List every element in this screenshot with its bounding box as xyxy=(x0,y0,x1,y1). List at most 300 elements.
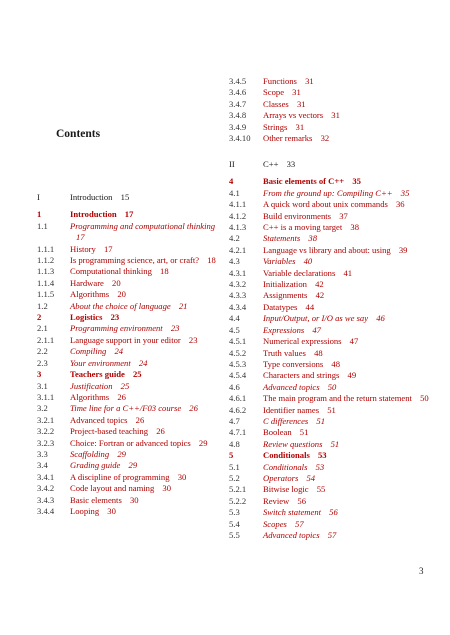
toc-entry-number: 3.1 xyxy=(37,380,48,391)
toc-entry-page: 51 xyxy=(327,404,336,415)
toc-entry-page: 29 xyxy=(198,437,208,448)
toc-entry-text: Introduction xyxy=(70,192,113,202)
toc-entry-text: Logistics xyxy=(70,312,103,323)
toc-entry[interactable] xyxy=(37,289,227,300)
toc-entry-page: 57 xyxy=(327,530,337,540)
toc-entry[interactable] xyxy=(37,335,227,346)
toc-left-column xyxy=(37,192,227,517)
toc-entry-text: Is programming science, art, or craft? xyxy=(70,255,200,266)
toc-entry-title xyxy=(70,403,227,414)
toc-entry-text: Your environment xyxy=(70,357,131,368)
toc-entry-text: Operators xyxy=(263,472,299,483)
toc-entry-page: 15 xyxy=(120,192,130,202)
toc-entry-number: 4.4 xyxy=(229,313,240,324)
toc-entry-title xyxy=(70,472,227,483)
toc-entry-title xyxy=(263,405,439,416)
toc-entry-title xyxy=(263,233,439,244)
toc-entry-title xyxy=(70,483,227,494)
toc-entry-number: 2.1 xyxy=(37,323,48,334)
toc-entry-page: 25 xyxy=(132,369,142,380)
toc-entry-title xyxy=(70,369,227,380)
toc-entry-text: C differences xyxy=(263,415,309,426)
toc-entry-page: 24 xyxy=(138,357,148,368)
toc-entry-text: Language vs library and about: using xyxy=(263,244,391,255)
toc-entry[interactable] xyxy=(37,369,227,380)
toc-entry-number: 5.5 xyxy=(229,530,240,540)
toc-entry-title xyxy=(263,519,439,530)
toc-entry-title xyxy=(263,382,439,393)
toc-entry-title xyxy=(263,256,439,267)
toc-entry[interactable] xyxy=(37,381,227,392)
toc-entry[interactable] xyxy=(229,245,439,256)
toc-entry-text: Conditionals xyxy=(263,450,310,461)
toc-entry-title xyxy=(263,110,429,121)
toc-entry-text: Justification xyxy=(70,380,113,391)
toc-entry-number: 5.2.2 xyxy=(229,495,247,506)
toc-entry-page: 23 xyxy=(110,312,120,323)
toc-entry-title xyxy=(263,359,439,370)
toc-entry-page: 35 xyxy=(400,187,410,198)
toc-entry-text: Scope xyxy=(263,87,285,98)
toc-entry-title xyxy=(70,266,227,277)
toc-entry-title xyxy=(70,460,227,471)
toc-entry-number: 3.2 xyxy=(37,403,48,414)
toc-entry-page: 35 xyxy=(352,176,361,187)
toc-entry-title xyxy=(70,192,227,203)
toc-entry-title xyxy=(70,392,227,403)
toc-entry-text: Basic elements of C++ xyxy=(263,176,345,187)
toc-entry[interactable] xyxy=(37,415,227,426)
toc-entry-text: A discipline of programming xyxy=(70,471,170,482)
toc-entry-page: 57 xyxy=(295,518,304,529)
toc-entry[interactable] xyxy=(37,506,227,517)
toc-entry-page: 56 xyxy=(329,507,338,518)
toc-entry[interactable] xyxy=(37,438,227,449)
toc-entry-number: 1.1.3 xyxy=(37,266,55,277)
toc-entry-number: 2 xyxy=(37,312,42,323)
toc-entry-page: 40 xyxy=(303,256,313,267)
toc-entry-title xyxy=(70,426,227,437)
toc-entry-number: 5.2.1 xyxy=(229,484,247,495)
toc-entry-text: Computational thinking xyxy=(70,266,152,277)
toc-entry[interactable] xyxy=(229,382,439,393)
toc-entry-number: 5.2 xyxy=(229,472,240,483)
toc-entry-text: Bitwise logic xyxy=(263,484,309,495)
toc-entry-page: 37 xyxy=(339,210,348,221)
toc-entry-page: 31 xyxy=(295,121,305,132)
toc-entry-number: 4.3 xyxy=(229,256,240,267)
toc-entry-page: 20 xyxy=(117,289,126,300)
toc-entry-page: 53 xyxy=(315,461,325,472)
toc-entry[interactable] xyxy=(229,302,439,313)
toc-entry-number: 4.1.2 xyxy=(229,210,247,221)
toc-entry-number: 5.4 xyxy=(229,518,240,529)
toc-entry-page: 17 xyxy=(124,209,134,220)
toc-entry-page: 23 xyxy=(170,323,180,334)
toc-entry-title xyxy=(263,484,439,495)
toc-entry[interactable] xyxy=(229,199,439,210)
toc-entry[interactable] xyxy=(37,244,227,255)
toc-entry-page: 41 xyxy=(343,267,353,278)
toc-entry-number: 1.1.5 xyxy=(37,289,55,300)
toc-entry-text: Identifier names xyxy=(263,404,320,415)
toc-entry[interactable] xyxy=(37,495,227,506)
toc-entry[interactable] xyxy=(229,359,439,370)
toc-entry-page: 26 xyxy=(189,403,198,414)
toc-entry[interactable] xyxy=(37,312,227,323)
toc-entry-text: Teachers guide xyxy=(70,369,125,380)
toc-entry-number: 4.1.1 xyxy=(229,199,247,210)
toc-entry-page: 21 xyxy=(178,300,188,311)
toc-entry-text: Advanced topics xyxy=(70,414,128,425)
toc-entry-page: 31 xyxy=(292,87,301,98)
toc-entry-number: 3.4.8 xyxy=(229,110,247,121)
toc-entry-text: C++ is a moving target xyxy=(263,222,343,233)
toc-entry[interactable] xyxy=(229,110,429,121)
toc-entry-text: Input/Output, or I/O as we say xyxy=(263,313,369,324)
toc-entry-text: About the choice of language xyxy=(70,300,171,311)
toc-entry-text: Other remarks xyxy=(263,133,313,144)
toc-entry[interactable] xyxy=(229,439,439,450)
toc-entry-number: 4.5.2 xyxy=(229,347,247,358)
toc-entry-page: 50 xyxy=(327,381,337,392)
toc-entry-page: 39 xyxy=(398,244,408,255)
toc-entry-title xyxy=(70,255,227,266)
toc-entry-page: 46 xyxy=(376,313,385,324)
toc-entry-text: Time line for a C++/F03 course xyxy=(70,403,182,414)
toc-entry-page: 54 xyxy=(306,472,316,483)
toc-entry-number: 4.3.4 xyxy=(229,301,247,312)
toc-entry-number: 4.8 xyxy=(229,438,240,449)
toc-entry-number: 3 xyxy=(37,369,42,380)
toc-entry-page: 38 xyxy=(308,233,317,244)
toc-entry[interactable] xyxy=(229,530,439,541)
toc-entry-number: I xyxy=(37,192,40,202)
toc-entry-text: C++ xyxy=(263,159,279,169)
toc-entry[interactable] xyxy=(229,473,439,484)
toc-entry[interactable] xyxy=(229,313,439,324)
toc-entry[interactable] xyxy=(229,370,439,381)
toc-entry-title xyxy=(263,245,439,256)
toc-entry-page: 51 xyxy=(330,438,340,449)
toc-entry[interactable] xyxy=(37,192,227,203)
toc-entry-page: 18 xyxy=(160,266,169,277)
toc-right-top-column xyxy=(229,76,429,144)
toc-entry-title xyxy=(263,99,429,110)
toc-entry-number: 4.3.3 xyxy=(229,290,247,301)
toc-entry-number: 3.1.1 xyxy=(37,391,55,402)
toc-entry-number: 5.3 xyxy=(229,507,240,518)
toc-entry-title xyxy=(70,301,227,312)
toc-entry-page: 26 xyxy=(117,391,126,402)
toc-entry-number: 4.6 xyxy=(229,381,240,392)
toc-entry-number: 5 xyxy=(229,450,234,461)
toc-entry-text: History xyxy=(70,243,96,254)
toc-entry-title xyxy=(70,495,227,506)
toc-entry[interactable] xyxy=(229,233,439,244)
toc-entry-page: 53 xyxy=(317,450,327,461)
toc-entry-number: 4.3.1 xyxy=(229,267,247,278)
toc-entry-number: 3.4.9 xyxy=(229,121,247,132)
toc-entry-title xyxy=(263,462,439,473)
toc-entry[interactable] xyxy=(229,222,439,233)
toc-entry-title xyxy=(263,530,439,541)
toc-entry-page: 49 xyxy=(347,370,357,381)
toc-entry-text: From the ground up: Compiling C++ xyxy=(263,187,393,198)
toc-entry-page: 32 xyxy=(320,133,330,144)
toc-entry-number: 3.4.2 xyxy=(37,483,55,494)
toc-entry-text: Datatypes xyxy=(263,301,298,312)
toc-entry[interactable] xyxy=(37,358,227,369)
toc-entry-page: 44 xyxy=(305,301,315,312)
toc-entry-number: 5.1 xyxy=(229,461,240,472)
toc-entry[interactable] xyxy=(229,450,439,461)
toc-entry-title xyxy=(263,159,439,170)
toc-entry[interactable] xyxy=(229,76,429,87)
toc-entry-title xyxy=(263,122,429,133)
toc-entry-number: 2.1.1 xyxy=(37,334,55,345)
toc-entry-page: 18 xyxy=(207,255,216,266)
toc-entry-page: 31 xyxy=(296,98,306,109)
toc-entry-page: 48 xyxy=(314,347,323,358)
toc-entry[interactable] xyxy=(229,496,439,507)
toc-entry-title xyxy=(263,176,439,187)
page-number: 3 xyxy=(419,566,424,576)
toc-entry-text: Basic elements xyxy=(70,494,122,505)
toc-entry-page: 51 xyxy=(299,427,309,438)
toc-entry-title xyxy=(263,450,439,461)
toc-entry-page: 30 xyxy=(107,505,116,516)
toc-entry-title xyxy=(70,415,227,426)
toc-entry-page: 29 xyxy=(117,448,126,459)
toc-entry-page: 38 xyxy=(350,222,359,233)
toc-entry-text: Language support in your editor xyxy=(70,334,181,345)
toc-entry-text: Initialization xyxy=(263,279,307,290)
toc-entry-text: Project-based teaching xyxy=(70,426,149,437)
toc-entry[interactable] xyxy=(37,255,227,266)
toc-entry-page: 31 xyxy=(305,76,314,86)
toc-entry[interactable] xyxy=(229,405,439,416)
toc-entry-page: 33 xyxy=(286,159,296,169)
toc-entry-number: 3.4.3 xyxy=(37,494,55,505)
toc-entry-page: 23 xyxy=(188,334,198,345)
toc-entry-page: 55 xyxy=(316,484,326,495)
toc-entry-number: 3.4.10 xyxy=(229,133,251,144)
toc-entry[interactable] xyxy=(229,484,439,495)
toc-entry-text: Review xyxy=(263,495,290,506)
contents-heading: Contents xyxy=(56,128,101,140)
toc-entry[interactable] xyxy=(229,122,429,133)
toc-entry-page: 47 xyxy=(349,336,359,347)
toc-entry-title xyxy=(263,133,429,144)
toc-entry-text: Review questions xyxy=(263,438,323,449)
toc-entry-title xyxy=(263,439,439,450)
toc-entry-title xyxy=(263,496,439,507)
toc-entry-title xyxy=(263,325,439,336)
toc-entry-text: Numerical expressions xyxy=(263,336,342,347)
toc-entry-page: 20 xyxy=(112,277,121,288)
toc-entry[interactable] xyxy=(229,416,439,427)
toc-entry-title xyxy=(70,312,227,323)
toc-entry-page: 56 xyxy=(297,495,307,506)
toc-entry[interactable] xyxy=(229,87,429,98)
toc-entry-title xyxy=(263,211,439,222)
toc-entry-title xyxy=(263,290,439,301)
toc-entry[interactable] xyxy=(37,449,227,460)
toc-entry[interactable] xyxy=(229,279,439,290)
toc-entry-number: 4.5.4 xyxy=(229,370,247,381)
toc-entry-title xyxy=(263,302,439,313)
toc-entry[interactable] xyxy=(37,403,227,414)
toc-entry[interactable] xyxy=(229,290,439,301)
toc-entry[interactable] xyxy=(229,211,439,222)
toc-entry-number: 4.1 xyxy=(229,187,240,198)
toc-entry[interactable] xyxy=(37,483,227,494)
toc-entry-title xyxy=(263,473,439,484)
toc-entry[interactable] xyxy=(37,221,227,244)
toc-entry[interactable] xyxy=(37,460,227,471)
toc-entry[interactable] xyxy=(37,301,227,312)
toc-entry-title xyxy=(70,244,227,255)
toc-entry-number: 4.2 xyxy=(229,233,240,244)
toc-entry[interactable] xyxy=(229,256,439,267)
toc-entry-title xyxy=(263,222,439,233)
toc-entry[interactable] xyxy=(229,176,439,187)
toc-entry-number: 3.4.6 xyxy=(229,87,247,98)
toc-entry-number: 4 xyxy=(229,176,234,187)
toc-entry-number: 1.1 xyxy=(37,220,48,231)
toc-entry-text: Strings xyxy=(263,121,288,132)
toc-entry[interactable] xyxy=(229,348,439,359)
toc-entry-page: 48 xyxy=(331,358,341,369)
toc-entry-text: Hardware xyxy=(70,277,104,288)
toc-entry[interactable] xyxy=(229,462,439,473)
toc-entry-number: 4.3.2 xyxy=(229,279,247,290)
toc-entry-title xyxy=(70,438,227,449)
toc-entry-title xyxy=(70,209,227,220)
toc-entry-title xyxy=(263,188,439,199)
toc-entry[interactable] xyxy=(37,278,227,289)
toc-entry-number: 1.1.1 xyxy=(37,243,55,254)
toc-entry-page: 31 xyxy=(331,110,340,121)
toc-entry-text: Looping xyxy=(70,505,100,516)
toc-entry-text: Truth values xyxy=(263,347,306,358)
toc-entry[interactable] xyxy=(229,325,439,336)
toc-entry-title xyxy=(263,76,429,87)
toc-entry[interactable] xyxy=(37,392,227,403)
toc-entry-text: Programming environment xyxy=(70,323,163,334)
toc-entry-title xyxy=(263,268,439,279)
toc-entry-text: Build environments xyxy=(263,210,332,221)
toc-entry-text: Assignments xyxy=(263,290,308,301)
toc-entry-number: 3.4.5 xyxy=(229,76,247,86)
toc-entry[interactable] xyxy=(229,427,439,438)
toc-entry-number: 1.1.4 xyxy=(37,277,55,288)
toc-entry-page: 42 xyxy=(315,279,324,290)
toc-entry-text: Choice: Fortran or advanced topics xyxy=(70,437,191,448)
toc-entry[interactable] xyxy=(37,426,227,437)
toc-entry[interactable] xyxy=(229,133,429,144)
toc-entry-text: Introduction xyxy=(70,209,117,220)
toc-entry-number: 4.5 xyxy=(229,324,240,335)
toc-entry[interactable] xyxy=(229,188,439,199)
toc-entry-page: 51 xyxy=(316,415,326,426)
toc-entry-page: 47 xyxy=(312,324,321,335)
toc-entry-number: 1.1.2 xyxy=(37,255,55,266)
toc-entry-text: Variable declarations xyxy=(263,267,336,278)
toc-entry-page: 30 xyxy=(177,471,187,482)
toc-entry-number: 3.2.3 xyxy=(37,437,55,448)
toc-entry-text: Scaffolding xyxy=(70,448,110,459)
toc-entry-number: 3.4.4 xyxy=(37,505,55,516)
toc-entry-number: 1.2 xyxy=(37,300,48,311)
toc-entry[interactable] xyxy=(229,268,439,279)
toc-entry-text: A quick word about unix commands xyxy=(263,199,388,210)
toc-entry[interactable] xyxy=(229,519,439,530)
toc-entry-text: Advanced topics xyxy=(263,381,320,392)
toc-entry-number: 4.2.1 xyxy=(229,244,247,255)
toc-entry-text: Boolean xyxy=(263,427,292,438)
toc-entry-title xyxy=(70,289,227,300)
toc-entry-title xyxy=(70,278,227,289)
toc-entry-page: 25 xyxy=(120,380,130,391)
toc-entry-number: 4.6.2 xyxy=(229,404,247,415)
toc-entry[interactable] xyxy=(37,323,227,334)
toc-entry[interactable] xyxy=(37,472,227,483)
toc-entry-number: 4.7 xyxy=(229,415,240,426)
toc-entry-number: 3.3 xyxy=(37,448,48,459)
toc-entry-number: 2.2 xyxy=(37,346,48,357)
toc-entry-title xyxy=(263,393,439,404)
toc-entry-number: 3.2.1 xyxy=(37,414,55,425)
toc-entry-number: 4.6.1 xyxy=(229,393,247,404)
toc-entry-text: Compiling xyxy=(70,346,107,357)
toc-entry-page: 50 xyxy=(420,393,429,404)
toc-entry[interactable] xyxy=(37,266,227,277)
toc-entry-page: 42 xyxy=(315,290,325,301)
toc-entry-title xyxy=(263,336,439,347)
toc-entry-number: 3.4 xyxy=(37,460,48,471)
toc-entry-title xyxy=(263,507,439,518)
toc-entry-page: 26 xyxy=(135,414,145,425)
toc-entry-text: Conditionals xyxy=(263,461,308,472)
toc-entry-title xyxy=(263,416,439,427)
toc-entry[interactable] xyxy=(37,346,227,357)
toc-entry[interactable] xyxy=(229,507,439,518)
toc-entry-text: Grading guide xyxy=(70,460,121,471)
toc-entry-title xyxy=(70,381,227,392)
toc-entry-page: 36 xyxy=(396,199,405,210)
toc-entry-number: 3.4.1 xyxy=(37,471,55,482)
toc-entry-number: 3.4.7 xyxy=(229,98,247,109)
toc-entry-text: Scopes xyxy=(263,518,287,529)
toc-entry[interactable] xyxy=(229,336,439,347)
toc-entry-text: The main program and the return statement xyxy=(263,393,412,404)
toc-entry-page: 30 xyxy=(129,494,139,505)
toc-entry[interactable] xyxy=(37,209,227,220)
toc-entry-text: Programming and computational thinking xyxy=(70,220,216,231)
toc-entry-title xyxy=(70,449,227,460)
toc-entry-text: Characters and strings xyxy=(263,370,340,381)
toc-entry[interactable] xyxy=(229,99,429,110)
toc-entry-page: 30 xyxy=(162,483,172,494)
toc-entry-text: Advanced topics xyxy=(263,530,320,540)
toc-entry-title xyxy=(70,323,227,334)
toc-entry-page: 29 xyxy=(128,460,138,471)
toc-entry[interactable] xyxy=(229,393,439,404)
toc-entry-text: Classes xyxy=(263,98,289,109)
toc-entry[interactable] xyxy=(229,159,439,170)
